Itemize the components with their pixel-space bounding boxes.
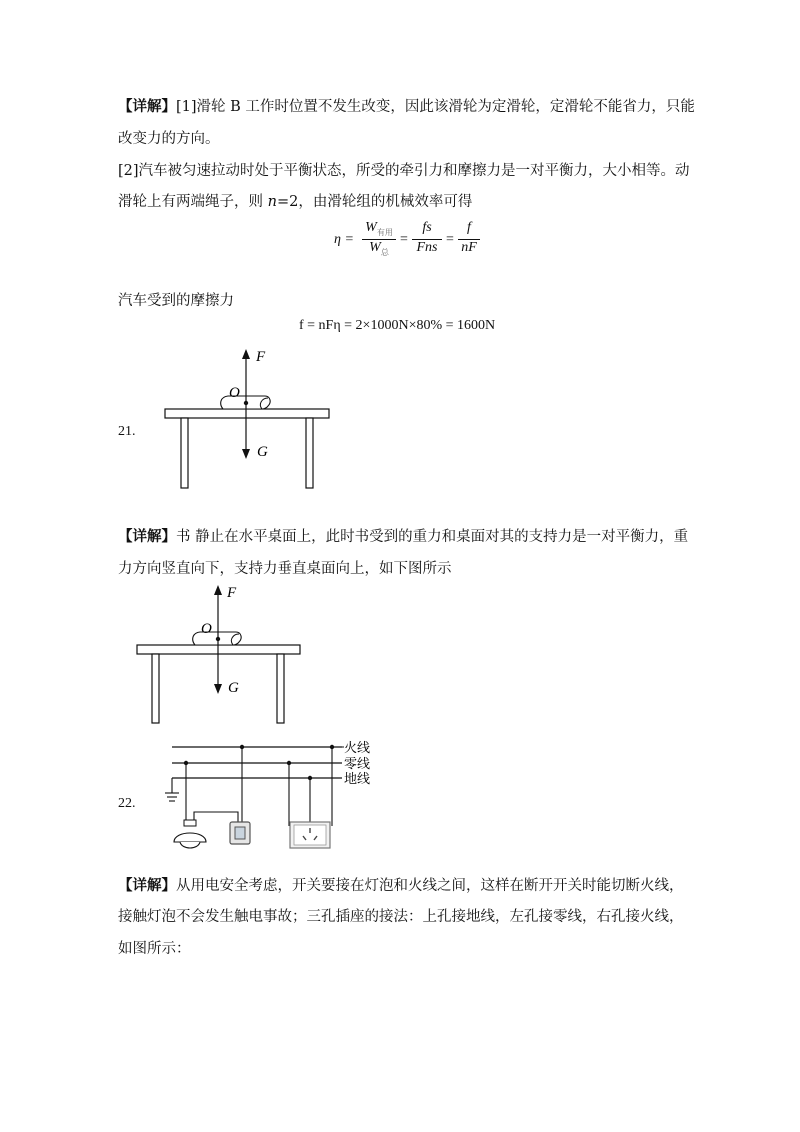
friction-formula: f = nFη = 2×1000N×80% = 1600N [299,318,496,333]
fraction-fs: fs Fns [412,220,442,259]
paragraph-3-line-1: 汽车受到的摩擦力 [118,293,234,309]
question-22-number: 22. [118,796,136,811]
label-f: F [227,585,237,601]
label-live: 火线 [344,740,371,755]
paragraph-5-line-1: 【详解】从用电安全考虑，开关要接在灯泡和火线之间，这样在断开开关时能切断火线， [118,877,684,894]
three-hole-socket-icon [290,822,330,848]
fraction-f: f nF [458,220,480,259]
fraction-work: $W_{有用}$ $W_总$ [362,220,396,259]
paragraph-4-line-2: 力方向竖直向下，支持力垂直桌面向上，如下图所示 [118,561,452,577]
label-o: O [229,385,240,401]
label-neutral: 零线 [344,756,371,771]
detail-tag: 【详解】 [118,98,176,115]
label-o: O [201,621,212,637]
detail-tag: 【详解】 [118,528,176,545]
efficiency-formula: η = $W_{有用}$ $W_总$ = fs Fns = f nF [334,220,494,264]
paragraph-2-line-1: [2]汽车被匀速拉动时处于平衡状态，所受的牵引力和摩擦力是一对平衡力，大小相等。动 [118,163,690,179]
label-ground: 地线 [344,771,371,786]
label-g: G [257,444,268,460]
label-f: F [256,349,266,365]
lamp-icon [174,820,206,848]
question-21-number: 21. [118,424,136,439]
label-g: G [228,680,239,696]
paragraph-2-line-2: 滑轮上有两端绳子，则 n=2，由滑轮组的机械效率可得 [118,194,473,210]
paragraph-5-line-2: 接触灯泡不会发生触电事故；三孔插座的接法：上孔接地线，左孔接零线，右孔接火线， [118,909,684,925]
paragraph-1-line-2: 改变力的方向。 [118,131,220,147]
paragraph-4-line-1: 【详解】书 静止在水平桌面上，此时书受到的重力和桌面对其的支持力是一对平衡力，重 [118,528,689,545]
switch-icon [230,822,250,844]
paragraph-5-line-3: 如图所示： [118,941,191,957]
paragraph-1-line-1: 【详解】[1]滑轮 B 工作时位置不发生改变，因此该滑轮为定滑轮，定滑轮不能省力，只能 [118,98,695,115]
detail-tag: 【详解】 [118,877,176,894]
